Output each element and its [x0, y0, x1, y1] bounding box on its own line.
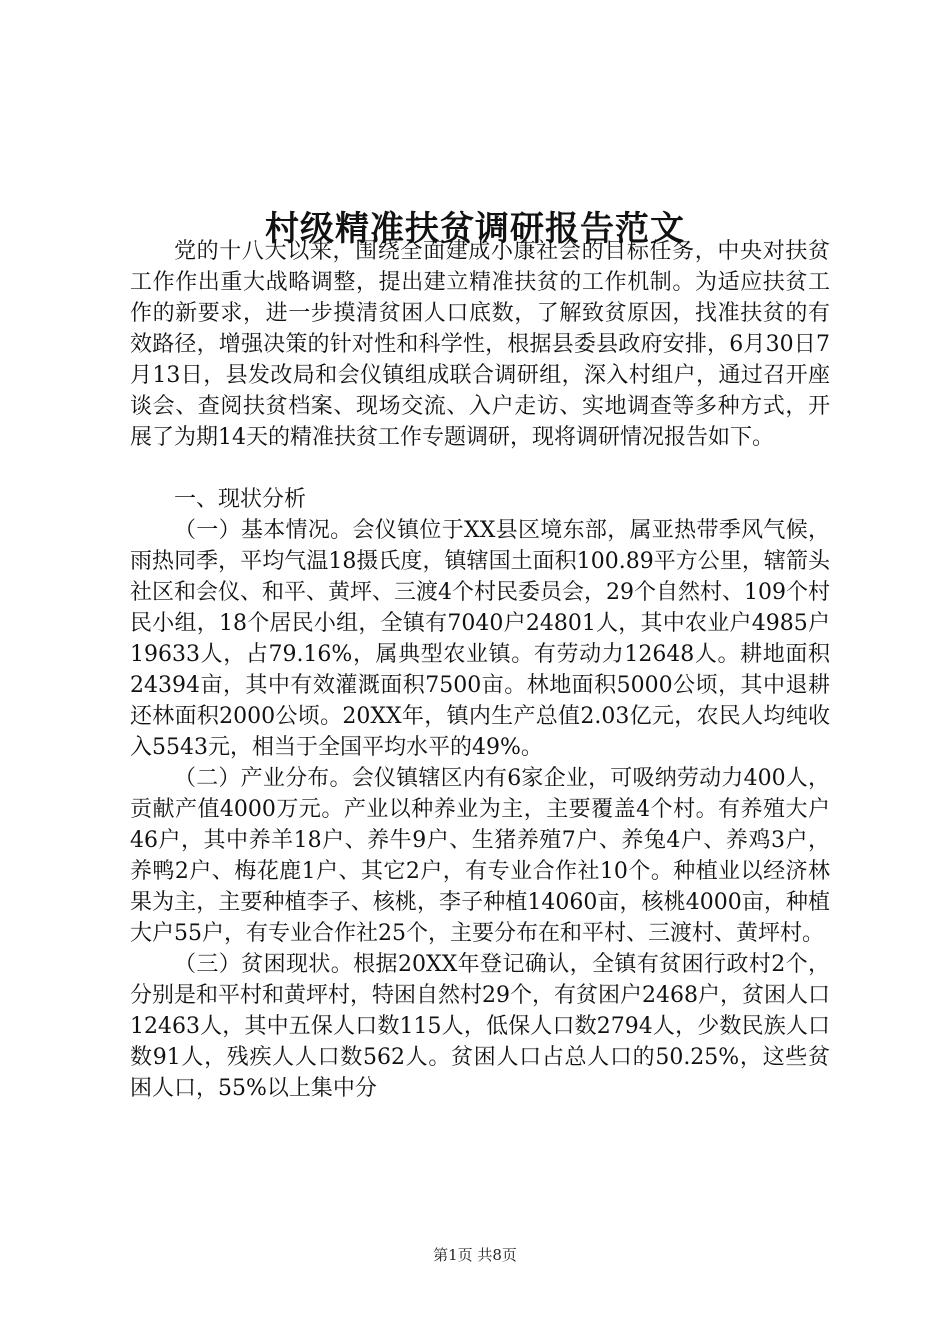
- section-heading-status-analysis: 一、现状分析: [174, 487, 307, 512]
- paragraph-basic-situation: （一）基本情况。会仪镇位于XX县区境东部，属亚热带季风气候，雨热同季，平均气温18摄氏度，镇辖国土面积100.89平方公里，辖箭头社区和会仪、和平、黄坪、三渡4个村民委员会，29个自然村、109个村民小组，18个居民小组，全镇有7040户24801人，其中农业户4985户19633人，占79.16%，属典型农业镇。有劳动力12648人。耕地面积24394亩，其中有效灌溉面积7500亩。林地面积5000公顷，其中退耕还林面积2000公顷。20XX年，镇内生产总值2.03亿元，农民人均纯收入5543元，相当于全国平均水平的49%。: [130, 518, 830, 760]
- page-footer: 第1页 共8页: [433, 1246, 517, 1264]
- document-body: [130, 236, 830, 1104]
- paragraph-poverty-status: （三）贫困现状。根据20XX年登记确认，全镇有贫困行政村2个，分别是和平村和黄坪村，特困自然村29个，有贫困户2468户，贫困人口12463人，其中五保人口数115人，低保人口数2794人，少数民族人口数91人，残疾人人口数562人。贫困人口占总人口的50.25%，这些贫困人口，55%以上集中分: [130, 952, 830, 1101]
- paragraph-intro: 党的十八大以来，围绕全面建成小康社会的目标任务，中央对扶贫工作作出重大战略调整，提出建立精准扶贫的工作机制。为适应扶贫工作的新要求，进一步摸清贫困人口底数，了解致贫原因，找准扶贫的有效路径，增强决策的针对性和科学性，根据县委县政府安排，6月30日7月13日，县发改局和会仪镇组成联合调研组，深入村组户，通过召开座谈会、查阅扶贫档案、现场交流、入户走访、实地调查等多种方式，开展了为期14天的精准扶贫工作专题调研，现将调研情况报告如下。: [130, 239, 830, 450]
- document-title: 村级精准扶贫调研报告范文: [265, 208, 685, 249]
- paragraph-industry-distribution: （二）产业分布。会仪镇辖区内有6家企业，可吸纳劳动力400人，贡献产值4000万元。产业以种养业为主，主要覆盖4个村。有养殖大户46户，其中养羊18户、养牛9户、生猪养殖7户、养兔4户、养鸡3户，养鸭2户、梅花鹿1户、其它2户，有专业合作社10个。种植业以经济林果为主，主要种植李子、核桃，李子种植14060亩，核桃4000亩，种植大户55户，有专业合作社25个，主要分布在和平村、三渡村、黄坪村。: [130, 766, 830, 946]
